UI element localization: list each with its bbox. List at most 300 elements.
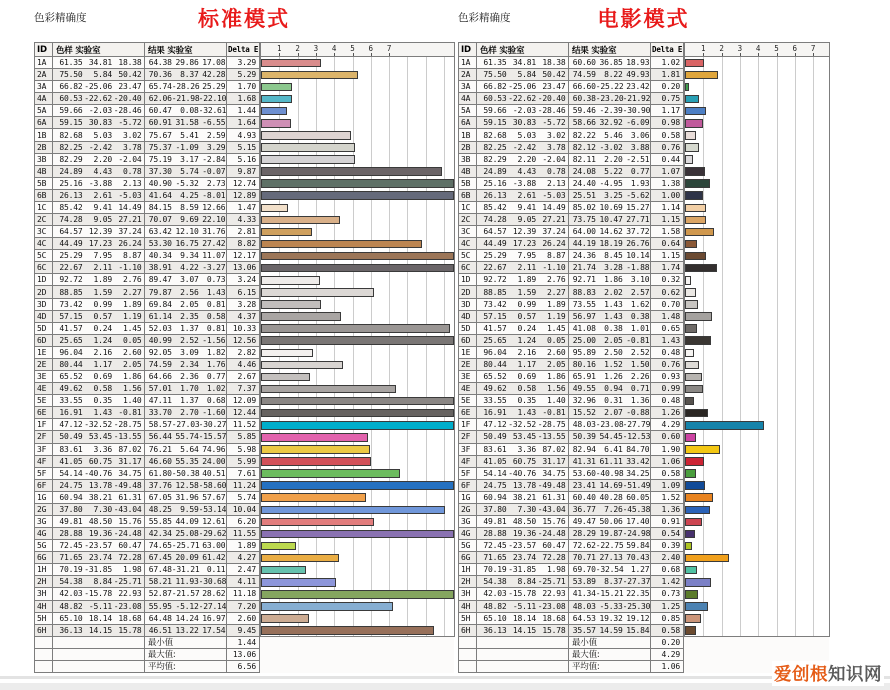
- lab-value: 30.83: [512, 118, 536, 128]
- summary-blank-cell: [35, 661, 53, 673]
- cell-sample-lab: [53, 601, 145, 613]
- lab-value: 58.21: [148, 577, 172, 587]
- lab-value: 60.91: [148, 118, 172, 128]
- lab-value: 64.57: [59, 227, 83, 237]
- cell-delta-e: 2.47: [227, 564, 260, 576]
- lab-value: -2.84: [202, 154, 226, 164]
- lab-value: 18.68: [542, 613, 566, 623]
- lab-value: -2.04: [118, 154, 142, 164]
- lab-value: 33.70: [148, 408, 172, 418]
- cell-patch-id: 1C: [35, 202, 53, 214]
- delta-bar: [685, 566, 697, 575]
- color-accuracy-table-standard: [34, 42, 454, 673]
- lab-value: 82.29: [483, 154, 507, 164]
- cell-delta-e: 4.46: [227, 359, 260, 371]
- cell-sample-lab: [53, 129, 145, 141]
- lab-value: 27.21: [118, 215, 142, 225]
- lab-value: 11.07: [202, 251, 226, 261]
- lab-value: 64.57: [483, 227, 507, 237]
- cell-delta-e: 0.76: [651, 142, 684, 154]
- cell-sample-lab: [477, 117, 569, 129]
- axis-tick-label: 2: [295, 44, 300, 53]
- lab-value: 17.23: [512, 239, 536, 249]
- lab-value: 3.25: [604, 190, 623, 200]
- lab-value: 22.93: [118, 589, 142, 599]
- cell-delta-e: 1.09: [651, 480, 684, 492]
- lab-value: 15.78: [542, 625, 566, 635]
- cell-sample-lab: [477, 383, 569, 395]
- lab-value: 2.11: [517, 263, 536, 273]
- lab-value: 1.43: [517, 408, 536, 418]
- lab-value: 24.08: [572, 166, 596, 176]
- cell-delta-e: 0.75: [651, 93, 684, 105]
- lab-value: 1.19: [547, 311, 566, 321]
- lab-value: 26.24: [118, 239, 142, 249]
- lab-value: 1.50: [630, 359, 650, 369]
- cell-delta-e: 1.58: [651, 226, 684, 238]
- lab-value: 92.72: [59, 275, 83, 285]
- lab-value: 52.03: [148, 323, 172, 333]
- cell-delta-e: 1.15: [651, 250, 684, 262]
- cell-delta-e: 1.06: [651, 456, 684, 468]
- cell-sample-lab: [477, 601, 569, 613]
- cell-delta-e: 0.48: [651, 395, 684, 407]
- lab-value: -3.02: [599, 142, 623, 152]
- lab-value: 23.74: [512, 553, 536, 563]
- lab-value: 75.37: [148, 142, 172, 152]
- cell-result-lab: [569, 504, 651, 516]
- cell-patch-id: 6C: [459, 262, 477, 274]
- cell-delta-e: 1.90: [651, 444, 684, 456]
- cell-patch-id: 4D: [459, 311, 477, 323]
- cell-sample-lab: [477, 190, 569, 202]
- lab-value: 41.57: [483, 323, 507, 333]
- lab-value: 1.86: [604, 275, 623, 285]
- delta-bar: [261, 312, 341, 321]
- lab-value: -28.46: [113, 106, 142, 116]
- cell-sample-lab: [477, 286, 569, 298]
- delta-bar: [261, 493, 366, 502]
- lab-value: 1.17: [517, 359, 536, 369]
- lab-value: 0.38: [630, 311, 650, 321]
- summary-value-min: 0.20: [651, 637, 684, 649]
- col-header-sample-lab: 色样 实验室: [477, 43, 569, 57]
- lab-value: -5.03: [542, 190, 566, 200]
- lab-value: 0.35: [93, 396, 112, 406]
- delta-bar: [685, 143, 699, 152]
- lab-value: 31.17: [118, 456, 142, 466]
- cell-result-lab: [569, 93, 651, 105]
- lab-value: 53.60: [572, 468, 596, 478]
- cell-delta-e: 1.81: [651, 69, 684, 81]
- delta-bar: [685, 469, 696, 478]
- delta-bar: [261, 421, 454, 430]
- lab-value: 82.29: [59, 154, 83, 164]
- lab-value: -2.39: [599, 106, 623, 116]
- lab-value: 17.08: [202, 58, 226, 68]
- cell-sample-lab: [53, 516, 145, 528]
- lab-value: 0.58: [206, 311, 226, 321]
- lab-value: 4.43: [93, 166, 112, 176]
- lab-value: 25.65: [59, 335, 83, 345]
- cell-patch-id: 2D: [459, 286, 477, 298]
- cell-delta-e: 2.82: [227, 347, 260, 359]
- cell-result-lab: [569, 528, 651, 540]
- summary-row: [35, 637, 454, 649]
- cell-sample-lab: [477, 178, 569, 190]
- cell-result-lab: [569, 552, 651, 564]
- cell-result-lab: [145, 407, 227, 419]
- delta-bar: [261, 167, 442, 176]
- cell-sample-lab: [477, 613, 569, 625]
- cell-result-lab: [145, 323, 227, 335]
- axis-tick-mark: [722, 53, 723, 56]
- lab-value: 59.46: [572, 106, 596, 116]
- lab-value: -5.72: [118, 118, 142, 128]
- delta-bar: [685, 324, 697, 333]
- cell-sample-lab: [53, 383, 145, 395]
- lab-value: 41.57: [59, 323, 83, 333]
- cell-result-lab: [569, 178, 651, 190]
- cell-result-lab: [145, 359, 227, 371]
- summary-value-avg: 6.56: [227, 661, 260, 673]
- cell-patch-id: 3F: [459, 444, 477, 456]
- lab-value: 6.41: [604, 444, 623, 454]
- lab-value: 38.91: [148, 263, 172, 273]
- cell-sample-lab: [53, 178, 145, 190]
- cell-result-lab: [145, 613, 227, 625]
- cell-patch-id: 3H: [459, 588, 477, 600]
- lab-value: 92.71: [572, 275, 596, 285]
- cell-patch-id: 3B: [35, 154, 53, 166]
- col-header-result-lab: 结果 实验室: [145, 43, 227, 57]
- cell-sample-lab: [477, 202, 569, 214]
- lab-value: 73.55: [572, 299, 596, 309]
- cell-patch-id: 2B: [35, 142, 53, 154]
- cell-result-lab: [145, 226, 227, 238]
- lab-value: 72.28: [542, 553, 566, 563]
- axis-tick-mark: [371, 53, 372, 56]
- lab-value: 3.36: [517, 444, 536, 454]
- lab-value: 65.52: [483, 372, 507, 382]
- lab-value: 33.55: [59, 396, 83, 406]
- lab-value: 0.58: [517, 384, 536, 394]
- lab-value: 16.75: [175, 239, 199, 249]
- cell-patch-id: 5D: [459, 323, 477, 335]
- lab-value: 27.13: [599, 553, 623, 563]
- cell-result-lab: [569, 129, 651, 141]
- lab-value: 18.68: [118, 613, 142, 623]
- delta-bar: [261, 252, 454, 261]
- cell-sample-lab: [53, 431, 145, 443]
- lab-value: 42.03: [59, 589, 83, 599]
- cell-patch-id: 1E: [35, 347, 53, 359]
- cell-delta-e: 9.87: [227, 166, 260, 178]
- lab-value: 0.05: [547, 335, 566, 345]
- gridline: [389, 57, 390, 636]
- lab-value: -5.72: [542, 118, 566, 128]
- lab-value: 92.72: [483, 275, 507, 285]
- cell-patch-id: 2E: [35, 359, 53, 371]
- cell-sample-lab: [53, 335, 145, 347]
- cell-sample-lab: [477, 407, 569, 419]
- cell-sample-lab: [53, 117, 145, 129]
- cell-sample-lab: [53, 625, 145, 637]
- cell-patch-id: 3C: [35, 226, 53, 238]
- summary-row: [459, 637, 829, 649]
- lab-value: 83.61: [483, 444, 507, 454]
- lab-value: 46.51: [148, 625, 172, 635]
- lab-value: 1.40: [123, 396, 142, 406]
- lab-value: 12.39: [88, 227, 112, 237]
- cell-result-lab: [145, 214, 227, 226]
- cell-sample-lab: [53, 371, 145, 383]
- cell-result-lab: [569, 347, 651, 359]
- lab-value: 74.28: [59, 215, 83, 225]
- lab-value: 23.41: [572, 480, 596, 490]
- axis-tick-mark: [703, 53, 704, 56]
- summary-blank-cell: [477, 661, 569, 673]
- lab-value: 70.19: [59, 565, 83, 575]
- delta-bar: [261, 518, 374, 527]
- lab-value: 83.61: [59, 444, 83, 454]
- lab-value: 17.23: [88, 239, 112, 249]
- lab-value: -30.68: [198, 577, 227, 587]
- delta-bar: [261, 614, 309, 623]
- lab-value: 36.77: [572, 504, 596, 514]
- cell-patch-id: 5E: [459, 395, 477, 407]
- lab-value: 70.07: [148, 215, 172, 225]
- delta-bar: [261, 300, 321, 309]
- cell-delta-e: 1.70: [227, 81, 260, 93]
- lab-value: -1.10: [542, 263, 566, 273]
- lab-value: 28.88: [483, 529, 507, 539]
- delta-bar: [261, 542, 296, 551]
- lab-value: 59.15: [483, 118, 507, 128]
- cell-patch-id: 4B: [35, 166, 53, 178]
- lab-value: 22.67: [59, 263, 83, 273]
- lab-value: 0.05: [123, 335, 142, 345]
- lab-value: 70.43: [626, 553, 650, 563]
- cell-sample-lab: [477, 166, 569, 178]
- cell-result-lab: [145, 383, 227, 395]
- cell-sample-lab: [53, 142, 145, 154]
- lab-value: 44.09: [175, 517, 199, 526]
- cell-patch-id: 6D: [459, 335, 477, 347]
- cell-patch-id: 3D: [35, 299, 53, 311]
- lab-value: 70.71: [572, 553, 596, 563]
- footer-strip: [0, 683, 890, 690]
- delta-bar: [685, 421, 764, 430]
- lab-value: 14.15: [512, 625, 536, 635]
- lab-value: 4.22: [180, 263, 199, 273]
- cell-result-lab: [145, 419, 227, 431]
- lab-value: 2.76: [123, 275, 142, 285]
- cell-patch-id: 1D: [459, 274, 477, 286]
- lab-value: 61.80: [148, 468, 172, 478]
- cell-delta-e: 7.20: [227, 601, 260, 613]
- cell-patch-id: 5F: [459, 468, 477, 480]
- lab-value: 0.11: [206, 565, 226, 575]
- lab-value: 65.10: [59, 613, 83, 623]
- lab-value: 34.75: [118, 468, 142, 478]
- delta-bar: [261, 578, 336, 587]
- cell-delta-e: 2.40: [651, 552, 684, 564]
- lab-value: -28.75: [537, 420, 566, 430]
- cell-delta-e: 1.48: [651, 311, 684, 323]
- lab-value: -1.10: [118, 263, 142, 273]
- lab-value: 79.87: [148, 287, 172, 297]
- gridline: [740, 57, 741, 636]
- cell-patch-id: 1G: [35, 492, 53, 504]
- lab-value: 15.52: [572, 408, 596, 418]
- lab-value: 66.82: [59, 82, 83, 92]
- cell-delta-e: 0.70: [651, 299, 684, 311]
- delta-bar: [261, 95, 292, 104]
- lab-value: -15.21: [595, 589, 624, 599]
- lab-value: 65.74: [148, 82, 172, 92]
- cell-delta-e: 1.42: [651, 576, 684, 588]
- lab-value: 64.48: [148, 613, 172, 623]
- lab-value: 2.60: [547, 347, 566, 357]
- cell-patch-id: 3A: [35, 81, 53, 93]
- cell-sample-lab: [477, 468, 569, 480]
- lab-value: 25.00: [572, 335, 596, 345]
- cell-patch-id: 6A: [35, 117, 53, 129]
- cell-sample-lab: [53, 299, 145, 311]
- lab-value: 1.62: [630, 299, 650, 309]
- lab-value: -22.62: [84, 94, 112, 104]
- cell-result-lab: [569, 601, 651, 613]
- lab-value: 59.15: [59, 118, 83, 128]
- lab-value: 8.37: [604, 577, 623, 587]
- cell-delta-e: 12.56: [227, 335, 260, 347]
- lab-value: 36.13: [59, 625, 83, 635]
- cell-delta-e: 7.61: [227, 468, 260, 480]
- cell-result-lab: [145, 202, 227, 214]
- delta-bar: [685, 204, 706, 213]
- lab-value: 2.20: [93, 154, 112, 164]
- lab-value: 85.02: [572, 202, 596, 212]
- lab-value: 84.15: [148, 202, 172, 212]
- delta-bar: [261, 506, 445, 515]
- lab-value: -23.20: [595, 94, 624, 104]
- lab-value: 4.43: [517, 166, 536, 176]
- lab-value: 2.60: [123, 347, 142, 357]
- cell-result-lab: [569, 262, 651, 274]
- lab-value: 37.24: [542, 227, 566, 237]
- lab-value: 55.95: [148, 601, 172, 611]
- cell-result-lab: [145, 576, 227, 588]
- lab-value: 88.85: [483, 287, 507, 297]
- delta-bar: [685, 385, 703, 394]
- cell-result-lab: [569, 142, 651, 154]
- lab-value: -28.75: [113, 420, 142, 430]
- cell-sample-lab: [477, 480, 569, 492]
- cell-patch-id: 1B: [459, 129, 477, 141]
- cell-result-lab: [569, 105, 651, 117]
- footer-divider-line: [0, 676, 890, 679]
- lab-value: 48.82: [59, 601, 83, 611]
- lab-value: 80.16: [572, 359, 596, 369]
- lab-value: 60.47: [118, 541, 142, 551]
- cell-delta-e: 1.02: [651, 57, 684, 69]
- lab-value: 65.52: [59, 372, 83, 382]
- lab-value: 59.84: [626, 541, 650, 551]
- lab-value: 72.28: [118, 553, 142, 563]
- cell-result-lab: [569, 407, 651, 419]
- cell-result-lab: [145, 81, 227, 93]
- cell-patch-id: 3G: [35, 516, 53, 528]
- lab-value: 0.77: [630, 166, 650, 176]
- axis-tick-label: 3: [737, 44, 743, 53]
- cell-delta-e: 0.68: [651, 564, 684, 576]
- axis-tick-label: 3: [313, 44, 319, 53]
- lab-value: 60.94: [59, 492, 83, 502]
- cell-result-lab: [145, 154, 227, 166]
- lab-value: -2.03: [512, 106, 536, 116]
- summary-blank-cell: [35, 649, 53, 661]
- lab-value: 88.85: [59, 287, 83, 297]
- cell-result-lab: [569, 166, 651, 178]
- lab-value: -31.21: [171, 565, 200, 575]
- delta-bar: [685, 167, 705, 176]
- cell-delta-e: 1.44: [227, 105, 260, 117]
- lab-value: 82.68: [483, 130, 507, 140]
- lab-value: -5.32: [175, 178, 199, 188]
- lab-value: 24.00: [202, 456, 226, 466]
- lab-value: -31.85: [84, 565, 112, 575]
- cell-sample-lab: [477, 625, 569, 637]
- axis-tick-mark: [353, 53, 354, 56]
- lab-value: 1.40: [547, 396, 566, 406]
- lab-value: 69.84: [148, 299, 172, 309]
- lab-value: 2.20: [517, 154, 536, 164]
- cell-delta-e: 11.55: [227, 528, 260, 540]
- summary-blank-cell: [477, 649, 569, 661]
- lab-value: 1.45: [547, 323, 566, 333]
- lab-value: -21.57: [171, 589, 200, 599]
- lab-value: 82.68: [59, 130, 83, 140]
- gridline: [777, 57, 778, 636]
- cell-delta-e: 10.04: [227, 504, 260, 516]
- lab-value: -1.60: [202, 408, 226, 418]
- cell-delta-e: 10.33: [227, 323, 260, 335]
- lab-value: 0.78: [123, 166, 142, 176]
- delta-bar: [261, 155, 355, 164]
- lab-value: -25.71: [171, 541, 200, 551]
- delta-bar: [685, 433, 696, 442]
- lab-value: 41.05: [483, 456, 507, 466]
- cell-sample-lab: [53, 166, 145, 178]
- cell-delta-e: 9.45: [227, 625, 260, 637]
- cell-patch-id: 3G: [459, 516, 477, 528]
- cell-delta-e: 5.99: [227, 456, 260, 468]
- lab-value: 25.16: [483, 178, 507, 188]
- summary-row: [35, 649, 454, 661]
- cell-patch-id: 5B: [35, 178, 53, 190]
- cell-patch-id: 3B: [459, 154, 477, 166]
- cell-delta-e: 1.68: [227, 93, 260, 105]
- axis-tick-label: 7: [810, 44, 816, 53]
- cell-patch-id: 6B: [459, 190, 477, 202]
- lab-value: 88.83: [572, 287, 596, 297]
- gridline: [813, 57, 814, 636]
- delta-bar: [685, 119, 703, 128]
- gridline: [722, 57, 723, 636]
- delta-bar: [685, 264, 717, 273]
- lab-value: 24.89: [483, 166, 507, 176]
